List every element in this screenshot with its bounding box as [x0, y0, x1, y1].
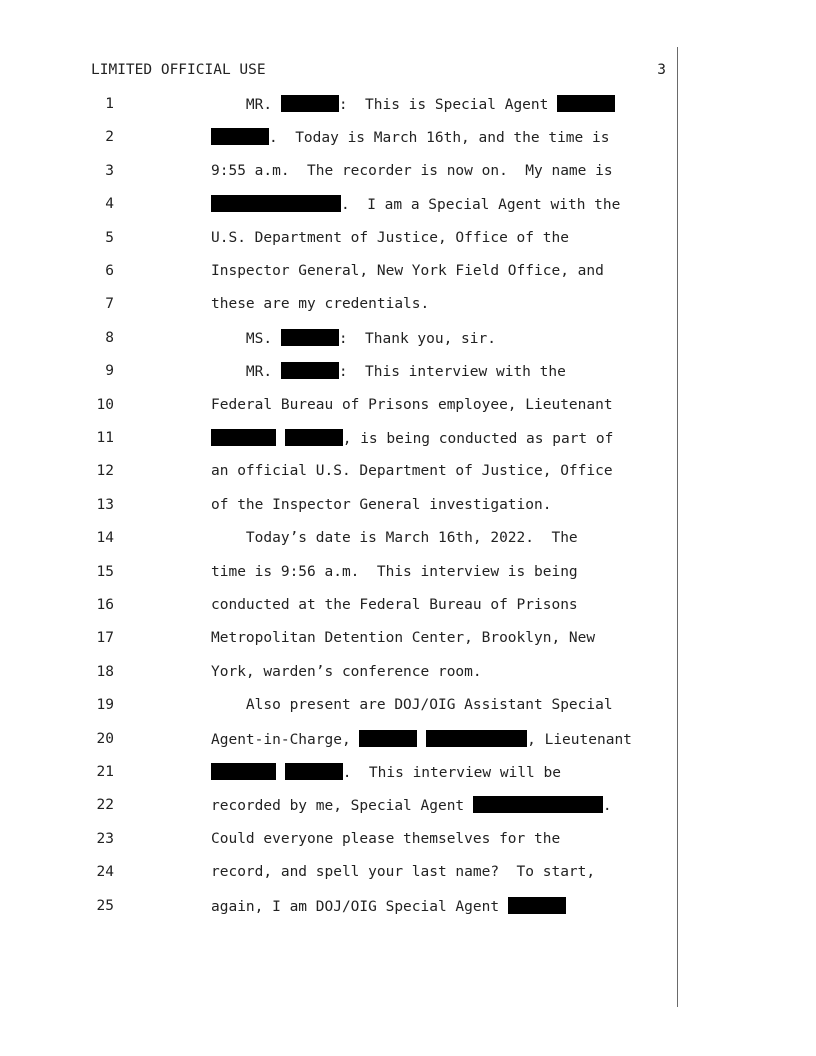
line-number: 5	[105, 229, 114, 246]
redaction-block	[211, 195, 341, 212]
redaction-block	[211, 128, 269, 145]
line-number: 11	[96, 430, 114, 446]
line-number: 14	[96, 530, 114, 547]
line-text-segment: Metropolitan Detention Center, Brooklyn, New	[211, 630, 596, 647]
line-text-segment: York, warden’s conference room.	[211, 663, 482, 680]
line-number: 13	[96, 496, 114, 513]
line-number: 4	[105, 196, 114, 213]
line-text	[211, 462, 613, 480]
transcript-line	[0, 362, 816, 380]
line-text-segment: Today’s date is March 16th, 2022. The	[211, 530, 578, 547]
transcript-line	[0, 863, 816, 881]
transcript-line	[0, 329, 816, 347]
classification-header: LIMITED OFFICIAL USE	[91, 62, 266, 78]
line-text-segment: conducted at the Federal Bureau of Prisons	[211, 597, 578, 613]
page-number: 3	[657, 62, 666, 78]
line-number: 19	[96, 697, 114, 714]
line-text	[211, 162, 613, 180]
line-text-segment: Agent-in-Charge,	[211, 731, 360, 748]
transcript-line	[0, 229, 816, 247]
line-text	[211, 563, 578, 581]
line-text	[211, 95, 615, 114]
line-text	[211, 663, 482, 681]
redaction-block	[281, 95, 339, 112]
transcript-line	[0, 830, 816, 848]
transcript-line	[0, 663, 816, 681]
transcript-line	[0, 295, 816, 313]
line-text-segment: Inspector General, New York Field Office, and	[211, 263, 604, 279]
line-text-segment: recorded by me, Special Agent	[211, 798, 473, 815]
transcript-line	[0, 396, 816, 414]
line-number: 20	[96, 730, 114, 747]
line-text	[211, 396, 613, 414]
line-number: 6	[105, 263, 114, 279]
line-text	[211, 730, 632, 749]
transcript-line	[0, 730, 816, 748]
line-text	[211, 229, 569, 247]
line-number: 16	[96, 597, 114, 613]
line-text	[211, 496, 551, 514]
line-text-segment: . This interview will be	[342, 765, 561, 781]
line-number: 25	[96, 897, 114, 914]
line-text-segment	[276, 431, 285, 447]
line-text-segment: , Lieutenant	[527, 731, 632, 748]
line-number: 24	[96, 864, 114, 881]
line-text-segment: . Today is March 16th, and the time is	[269, 130, 610, 147]
redaction-block	[508, 897, 566, 914]
line-number: 18	[96, 663, 114, 680]
line-text-segment: : This interview with the	[338, 364, 566, 381]
redaction-block	[285, 429, 343, 446]
transcript-line	[0, 563, 816, 581]
line-text	[211, 830, 560, 848]
line-text	[211, 763, 561, 782]
line-number: 15	[96, 563, 114, 580]
transcript-line	[0, 429, 816, 447]
transcript-line	[0, 262, 816, 280]
line-number: 12	[96, 463, 114, 480]
line-number: 1	[105, 96, 114, 112]
line-text-segment: time is 9:56 a.m. This interview is being	[211, 563, 578, 580]
line-text	[211, 897, 566, 916]
line-text-segment: Could everyone please themselves for the	[211, 830, 561, 847]
redaction-block	[211, 429, 276, 446]
redaction-block	[281, 362, 339, 379]
line-text-segment: 9:55 a.m. The recorder is now on. My name is	[211, 162, 613, 179]
line-text	[211, 128, 609, 147]
transcript-line	[0, 696, 816, 714]
line-text-segment	[417, 732, 426, 748]
line-text-segment: U.S. Department of Justice, Office of the	[211, 229, 569, 246]
transcript-line	[0, 629, 816, 647]
line-text-segment: . I am a Special Agent with the	[341, 197, 621, 214]
line-text-segment: MS.	[211, 330, 281, 347]
line-number: 7	[105, 296, 114, 313]
transcript-line	[0, 462, 816, 480]
line-text-segment: again, I am DOJ/OIG Special Agent	[211, 898, 508, 915]
line-text-segment: record, and spell your last name? To start,	[211, 864, 596, 881]
line-text	[211, 529, 578, 547]
redaction-block	[211, 763, 276, 780]
line-text	[211, 629, 595, 647]
line-text-segment: Also present are DOJ/OIG Assistant Special	[211, 697, 613, 714]
line-number: 10	[96, 396, 114, 413]
line-text-segment: Federal Bureau of Prisons employee, Lieutenant	[211, 396, 613, 413]
line-text-segment	[276, 765, 285, 781]
line-text	[211, 596, 578, 614]
line-number: 23	[96, 830, 114, 847]
transcript-line	[0, 95, 816, 113]
transcript-line	[0, 195, 816, 213]
redaction-block	[557, 95, 615, 112]
line-text-segment: , is being conducted as part of	[342, 431, 614, 447]
line-number: 3	[105, 162, 114, 179]
redaction-block	[359, 730, 417, 747]
line-text	[211, 696, 613, 714]
line-text	[211, 329, 496, 348]
line-text	[211, 429, 613, 448]
line-number: 9	[105, 363, 114, 380]
line-number: 17	[96, 630, 114, 647]
redaction-block	[426, 730, 527, 747]
line-text-segment: .	[602, 798, 612, 815]
line-text	[211, 262, 604, 280]
transcript-line	[0, 897, 816, 915]
line-text-segment: these are my credentials.	[211, 296, 430, 313]
line-text	[211, 295, 429, 313]
transcript-line	[0, 763, 816, 781]
redaction-block	[281, 329, 339, 346]
transcript-line	[0, 596, 816, 614]
line-text-segment: an official U.S. Department of Justice, Office	[211, 463, 613, 480]
line-number: 2	[105, 129, 114, 146]
line-number: 22	[96, 797, 114, 814]
transcript-line	[0, 796, 816, 814]
line-text-segment: : This is Special Agent	[338, 97, 558, 113]
transcript-line	[0, 128, 816, 146]
line-text-segment: of the Inspector General investigation.	[211, 496, 552, 513]
line-text-segment: MR.	[211, 364, 281, 381]
transcript-line	[0, 162, 816, 180]
redaction-block	[285, 763, 343, 780]
transcript-line	[0, 496, 816, 514]
line-text-segment: : Thank you, sir.	[338, 330, 496, 347]
line-number: 21	[96, 764, 114, 780]
redaction-block	[473, 796, 603, 813]
line-text	[211, 195, 620, 214]
line-text	[211, 863, 595, 881]
transcript-line	[0, 529, 816, 547]
line-text	[211, 796, 612, 815]
line-text	[211, 362, 566, 381]
line-number: 8	[105, 329, 114, 346]
line-text-segment: MR.	[211, 97, 281, 113]
